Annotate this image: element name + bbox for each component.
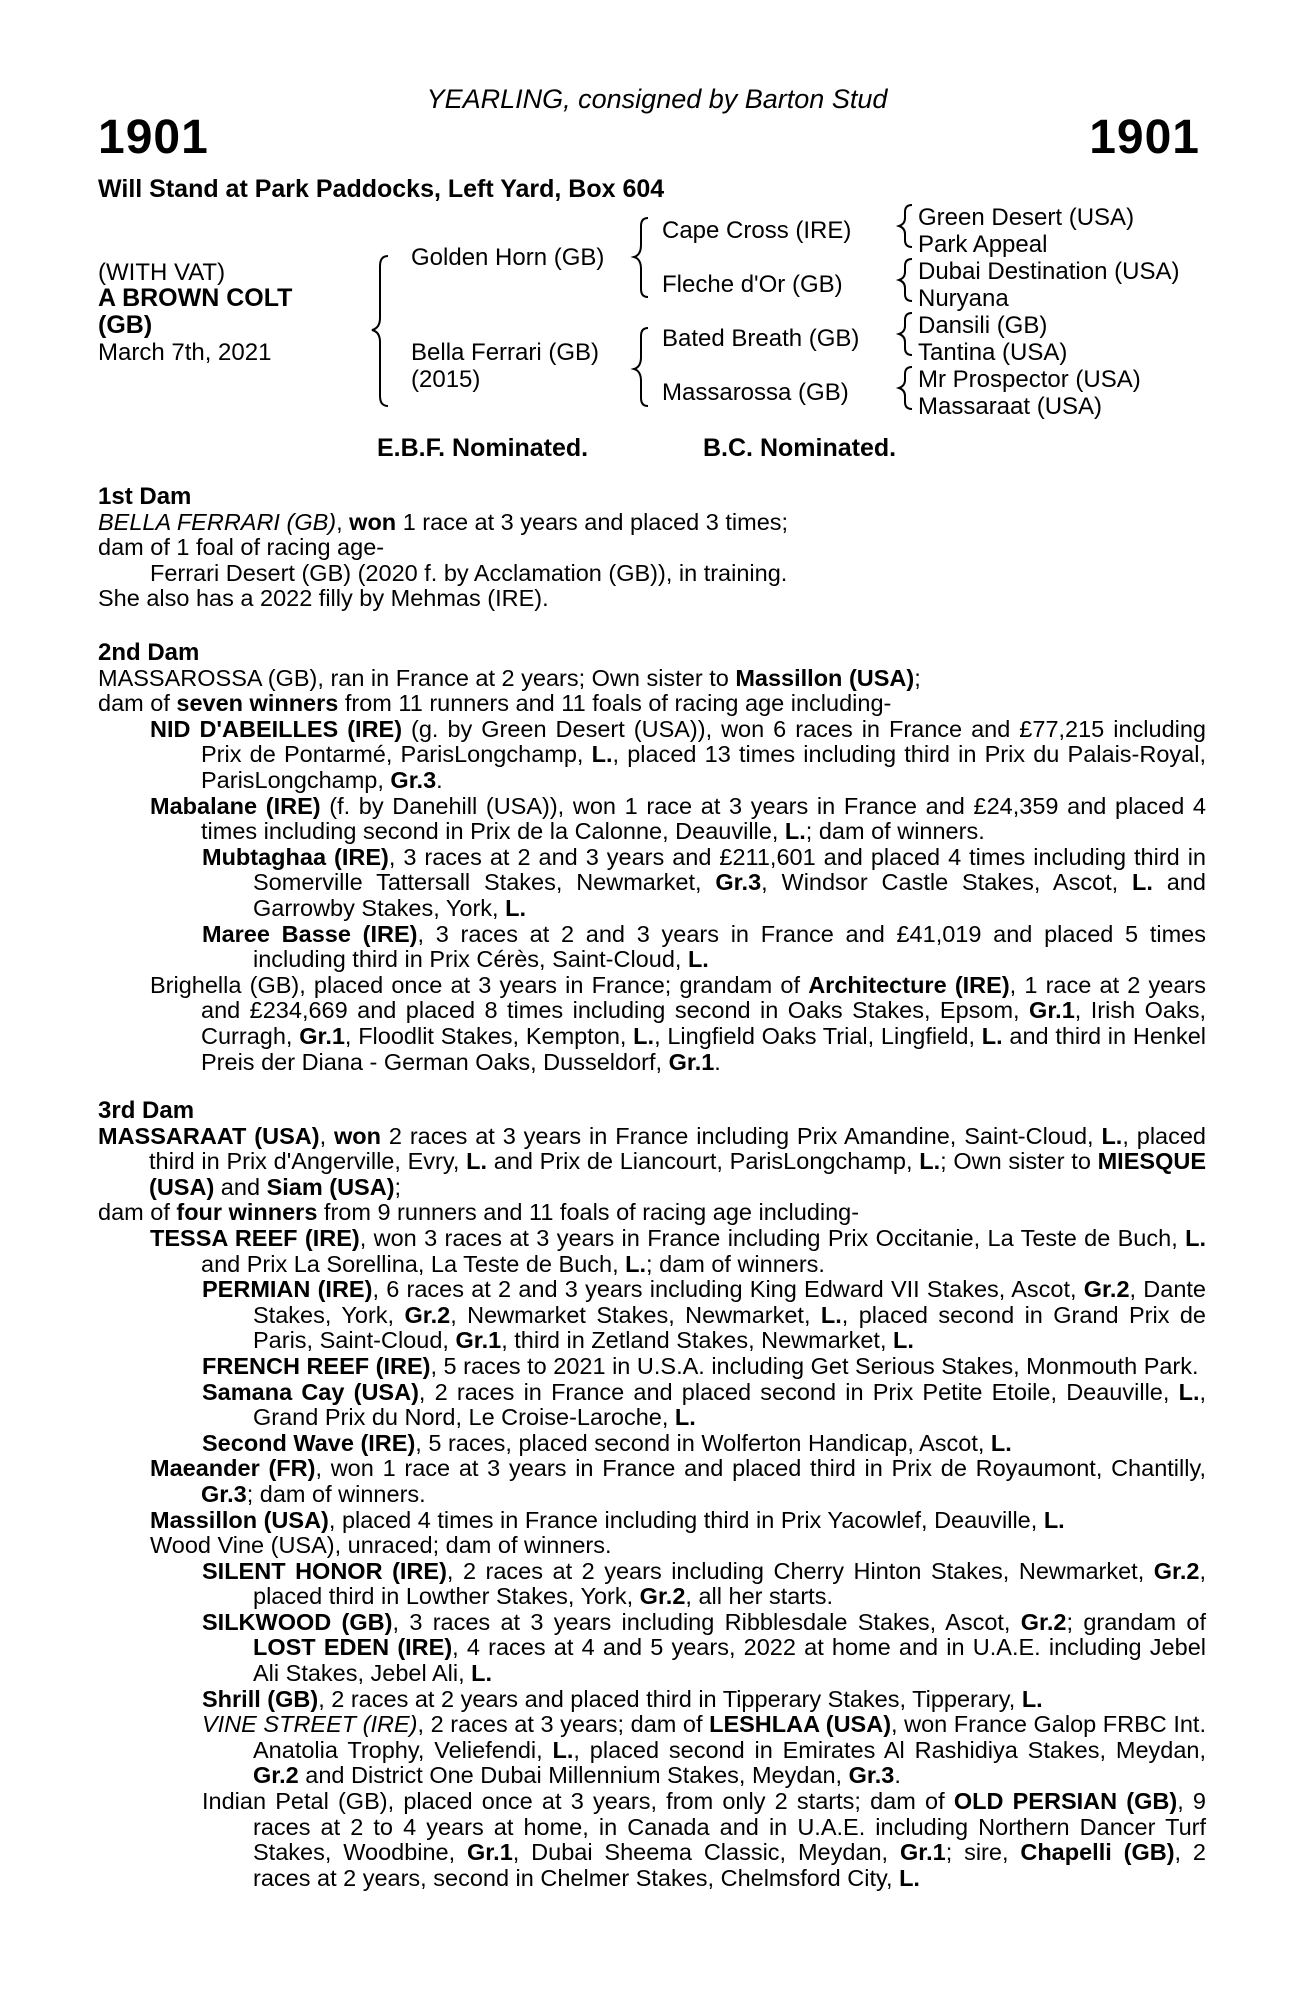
produce-brighella: Brighella (GB), placed once at 3 years in France; grandam of Architecture (IRE), 1 race at 2 years and £234,669 and placed 8 times including second in Oaks Stakes, Epsom, Gr.1, Irish Oaks, Curragh, Gr.1, Floodlit Stakes, Kempton, L., Lingfield Oaks Trial, Lingfield, L. and third in Henkel Preis der Diana - German Oaks, Dusseldorf, Gr.1. bbox=[150, 971, 1206, 1075]
bc-nomination: B.C. Nominated. bbox=[703, 434, 897, 462]
foaling-date: March 7th, 2021 bbox=[98, 339, 272, 366]
first-dam-produce: Ferrari Desert (GB) (2020 f. by Acclamation (GB)), in training. bbox=[150, 559, 788, 586]
second-dam-section bbox=[98, 640, 1206, 1075]
stabling-location: Will Stand at Park Paddocks, Left Yard, Box 604 bbox=[98, 175, 665, 203]
ebf-nomination: E.B.F. Nominated. bbox=[377, 434, 589, 462]
third-dam-produce-summary: dam of four winners from 9 runners and 11 foals of racing age including- bbox=[98, 1199, 860, 1226]
second-dam-heading: 2nd Dam bbox=[98, 639, 200, 666]
horse-origin: (GB) bbox=[98, 311, 153, 339]
produce-maeander: Maeander (FR), won 1 race at 3 years in France and placed third in Prix de Royaumont, Chantilly, Gr.3; dam of winners. bbox=[150, 1455, 1206, 1507]
dam-year: (2015) bbox=[411, 366, 481, 393]
g3-sss: Green Desert (USA) bbox=[918, 204, 1135, 231]
dam-dam: Massarossa (GB) bbox=[662, 379, 849, 406]
first-dam-yearling-note: She also has a 2022 filly by Mehmas (IRE). bbox=[98, 585, 549, 612]
produce-mubtaghaa: Mubtaghaa (IRE), 3 races at 2 and 3 years and £211,601 and placed 4 times including third in Somerville Tattersall Stakes, Newmarket, Gr.3, Windsor Castle Stakes, Ascot, L. and Garrowby Stakes, York, L. bbox=[202, 843, 1206, 921]
g3-dss: Dansili (GB) bbox=[918, 312, 1048, 339]
g3-dsd: Tantina (USA) bbox=[918, 339, 1068, 366]
produce-silkwood: SILKWOOD (GB), 3 races at 3 years including Ribblesdale Stakes, Ascot, Gr.2; grandam of LOST EDEN (IRE), 4 races at 4 and 5 years, 2022 at home and in U.A.E. including Jebel Ali Stakes, Jebel Ali, L. bbox=[202, 1608, 1207, 1687]
horse-description: A BROWN COLT bbox=[98, 284, 293, 312]
sire-name: Golden Horn (GB) bbox=[411, 244, 605, 271]
sire-dam: Fleche d'Or (GB) bbox=[662, 271, 843, 298]
produce-permian: PERMIAN (IRE), 6 races at 2 and 3 years including King Edward VII Stakes, Ascot, Gr.2, Dante Stakes, York, Gr.2, Newmarket Stakes, Newmarket, L., placed second in Grand Prix de Paris, Saint-Cloud, Gr.1, third in Zetland Stakes, Newmarket, L. bbox=[202, 1276, 1206, 1354]
produce-maree-basse: Maree Basse (IRE), 3 races at 2 and 3 years in France and £41,019 and placed 5 times including third in Prix Cérès, Saint-Cloud, L. bbox=[202, 920, 1206, 973]
produce-french-reef: FRENCH REEF (IRE), 5 races to 2021 in U.S.A. including Get Serious Stakes, Monmouth Park. bbox=[202, 1352, 1199, 1379]
vat-note: (WITH VAT) bbox=[98, 259, 226, 286]
g3-ssd: Park Appeal bbox=[918, 231, 1048, 258]
consignor-subtitle: YEARLING, consigned by Barton Stud bbox=[426, 84, 888, 114]
produce-nid-dabeilles: NID D'ABEILLES (IRE) (g. by Green Desert (USA)), won 6 races in France and £77,215 including Prix de Pontarmé, ParisLongchamp, L., placed 13 times including third in Prix du Palais-Royal, ParisLongchamp, Gr.3. bbox=[150, 715, 1206, 793]
first-dam-heading: 1st Dam bbox=[98, 483, 192, 510]
third-dam-section bbox=[98, 1098, 1206, 1891]
first-dam-foals: dam of 1 foal of racing age- bbox=[98, 534, 385, 561]
sire-sire: Cape Cross (IRE) bbox=[662, 217, 852, 244]
lot-number-left: 1901 bbox=[98, 111, 209, 164]
dam-sire: Bated Breath (GB) bbox=[662, 325, 860, 352]
g3-ddd: Massaraat (USA) bbox=[918, 393, 1103, 420]
produce-shrill: Shrill (GB), 2 races at 2 years and placed third in Tipperary Stakes, Tipperary, L. bbox=[202, 1685, 1043, 1712]
g3-sds: Dubai Destination (USA) bbox=[918, 258, 1180, 285]
g3-dds: Mr Prospector (USA) bbox=[918, 366, 1141, 393]
second-dam-produce-summary: dam of seven winners from 11 runners and 11 foals of racing age including- bbox=[98, 690, 892, 717]
produce-tessa-reef: TESSA REEF (IRE), won 3 races at 3 years in France including Prix Occitanie, La Teste de Buch, L. and Prix La Sorellina, La Teste de Buch, L.; dam of winners. bbox=[150, 1224, 1206, 1277]
g3-sdd: Nuryana bbox=[918, 285, 1009, 312]
produce-mabalane: Mabalane (IRE) (f. by Danehill (USA)), won 1 race at 3 years in France and £24,359 and placed 4 times including second in Prix de la Calonne, Deauville, L.; dam of winners. bbox=[150, 792, 1207, 845]
lot-number-right: 1901 bbox=[1089, 111, 1200, 164]
produce-vine-street: VINE STREET (IRE), 2 races at 3 years; dam of LESHLAA (USA), won France Galop FRBC Int. Anatolia Trophy, Veliefendi, L., placed second in Emirates Al Rashidiya Stakes, Meydan, Gr.2 and District One Dubai Millennium Stakes, Meydan, Gr.3. bbox=[202, 1711, 1206, 1789]
dam-name: Bella Ferrari (GB) bbox=[411, 339, 600, 366]
produce-samana-cay: Samana Cay (USA), 2 races in France and placed second in Prix Petite Etoile, Deauville, L., Grand Prix du Nord, Le Croise-Laroche, L. bbox=[202, 1378, 1207, 1431]
second-dam-record: MASSAROSSA (GB), ran in France at 2 years; Own sister to Massillon (USA); bbox=[98, 664, 921, 691]
produce-wood-vine: Wood Vine (USA), unraced; dam of winners. bbox=[150, 1532, 612, 1559]
first-dam-section bbox=[98, 484, 1206, 612]
produce-indian-petal: Indian Petal (GB), placed once at 3 years, from only 2 starts; dam of OLD PERSIAN (GB), 9 races at 2 to 4 years at home, in Canada and in U.A.E. including Northern Dancer Turf Stakes, Woodbine, Gr.1, Dubai Sheema Classic, Meydan, Gr.1; sire, Chapelli (GB), 2 races at 2 years, second in Chelmer Stakes, Chelmsford City, L. bbox=[202, 1788, 1206, 1891]
third-dam-record: MASSARAAT (USA), won 2 races at 3 years in France including Prix Amandine, Saint-Cloud, L., placed third in Prix d'Angerville, Evry, L. and Prix de Liancourt, ParisLongchamp, L.; Own sister to MIESQUE (USA) and Siam (USA); bbox=[98, 1122, 1207, 1200]
produce-silent-honor: SILENT HONOR (IRE), 2 races at 2 years including Cherry Hinton Stakes, Newmarket, Gr.2, placed third in Lowther Stakes, York, Gr.2, all her starts. bbox=[202, 1557, 1207, 1610]
produce-massillon: Massillon (USA), placed 4 times in France including third in Prix Yacowlef, Deauville, L. bbox=[150, 1506, 1065, 1533]
third-dam-heading: 3rd Dam bbox=[98, 1097, 195, 1124]
produce-second-wave: Second Wave (IRE), 5 races, placed second in Wolferton Handicap, Ascot, L. bbox=[202, 1429, 1012, 1456]
first-dam-record: BELLA FERRARI (GB), won 1 race at 3 years and placed 3 times; bbox=[98, 508, 789, 535]
